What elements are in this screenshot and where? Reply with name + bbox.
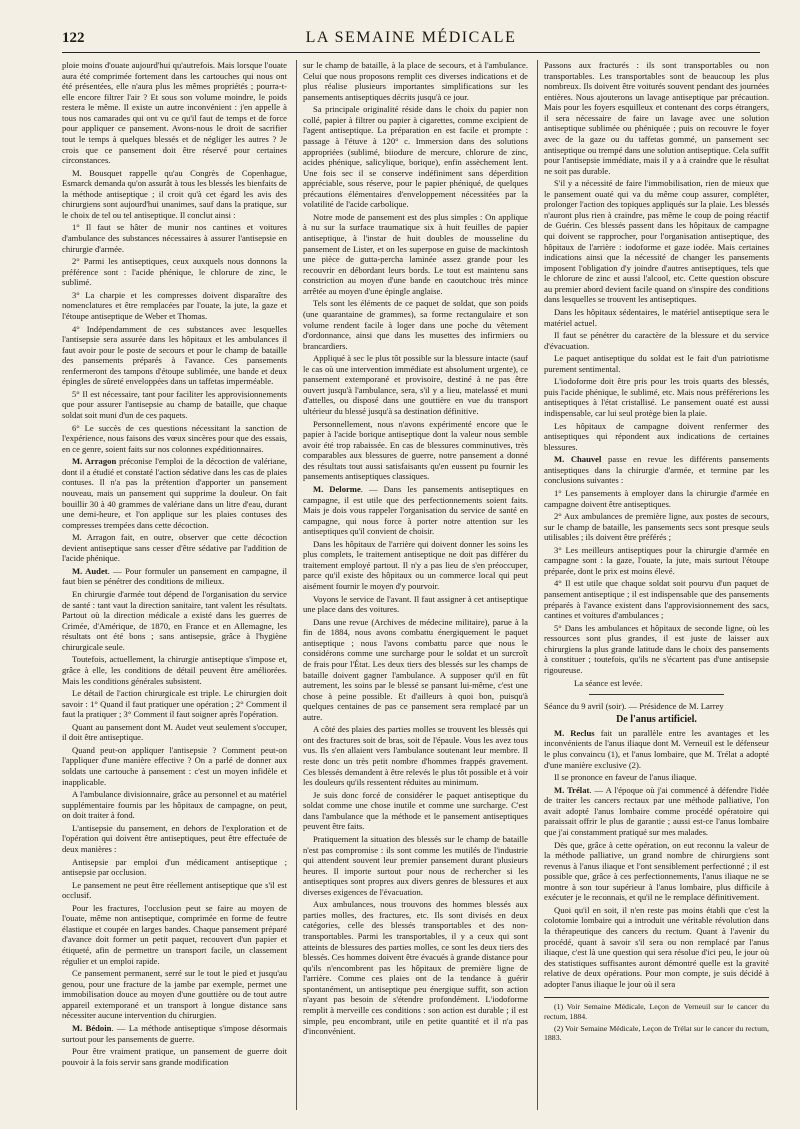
paragraph-text: A côté des plaies des parties molles se trouvent les blessés qui ont des fractures soit de bras, soit de l'épaule. Vous les avez tous vus. Ils s'en allaient vers l'ambulance soutenant leur membre. Il reste donc un très petit nombre d'hommes frappés gravement. Ces blessés demandent à être relevés le plus tôt possible et à voir les douleurs qu'ils ressentent réduites au minimum.: [303, 724, 528, 788]
paragraph-text: Dans une revue (Archives de médecine militaire), parue à la fin de 1884, nous avons combattu énergiquement le paquet antiseptique ; nous l'avons combattu parce que nous le considérons comme une surcharge pour le soldat et un surcroît de frais pour l'État. Les deux tiers des blessés sur les champs de bataille doivent gagner l'ambulance. A supposer qu'il en fût autrement, les soins par le blessé se pansant lui-même, c'est une chose à peine possible. Et d'ailleurs à quoi bon, puisqu'à quelques centaines de pas ce pansement sera remplacé par un autre.: [303, 616, 528, 722]
paragraph: [62, 222, 287, 254]
paragraph: [544, 545, 769, 577]
page-number: 122: [62, 30, 85, 46]
paragraph: [303, 834, 528, 897]
paragraph: [62, 1023, 287, 1044]
paragraph: [303, 353, 528, 416]
paragraph: [544, 353, 769, 374]
paragraph: [544, 60, 769, 176]
paragraph: [62, 857, 287, 878]
speaker-name: M. Chauvel: [554, 454, 602, 465]
paragraph-text: Dès que, grâce à cette opération, on eut reconnu la valeur de la méthode palliative, un grand nombre de chirurgiens sont revenus à l'anus iliaque et l'ont sensiblement perfectionné ; il est possible que, grâce à ces perfectionnements, l'anus iliaque ne se montre à son tour supérieur à l'anus lombaire, plus difficile à exécuter je le reconnais, et qu'il ne le remplace définitivement.: [544, 839, 769, 903]
paragraph: [544, 905, 769, 990]
paragraph-text: Passons aux fracturés : ils sont transportables ou non transportables. Les transportables sont de beaucoup les plus nombreux. Ils doivent être voiturés souvent pendant des journées entières. Nous ajouterons un lavage antiseptique par précaution. Mais pour les foyers esquilleux et contenant des corps étrangers, il sera nécessaire de faire un lavage avec une solution antiseptique sublimée ou phéniquée ; puis on recouvre le foyer avec de la gaze ou du taffetas gommé, un pansement sec antiseptique ou trempé dans une solution antiseptique. Cela suffit pour l'antisepsie immédiate, mais il y a à craindre que le résultat ne soit pas durable.: [544, 60, 769, 176]
text-column-left: [62, 60, 287, 1110]
paragraph: [303, 790, 528, 832]
footnote: (1) Voir Semaine Médicale, Leçon de Verneuil sur le cancer du rectum, 1884.: [544, 1002, 769, 1021]
paragraph-text: Pour les fractures, l'occlusion peut se faire au moyen de l'ouate, même non antiseptique, comprimée en forme de feutre élastique et coupée en larges bandes. Chaque pansement préparé d'avance doit former un petit paquet, recouvert d'un papier et étiqueté, afin de permettre un transport facile, un classement régulier et un emploi rapide.: [62, 902, 287, 966]
paragraph: [544, 772, 769, 783]
footnote: (2) Voir Semaine Médicale, Leçon de Trélat sur le cancer du rectum, 1883.: [544, 1023, 769, 1043]
paragraph-text: Tels sont les éléments de ce paquet de soldat, que son poids (une quarantaine de grammes), sa forme rectangulaire et son volume rendent facile à loger dans une poche du vêtement d'ordonnance, ainsi que dans les musettes des infirmiers ou brancardiers.: [303, 298, 528, 351]
paragraph: [62, 903, 287, 966]
column-divider: [296, 60, 297, 1110]
paragraph: [303, 212, 528, 297]
footnotes: [544, 997, 769, 1042]
paragraph: [62, 566, 287, 587]
paragraph: [544, 623, 769, 676]
paragraph-text: Je suis donc forcé de considérer le paquet antiseptique du soldat comme une chose inutile et comme une surcharge. C'est dans l'ambulance que la méthode et le pansement antiseptiques peuvent être faits.: [303, 789, 528, 832]
paragraph-text: 5° Dans les ambulances et hôpitaux de seconde ligne, où les ressources sont plus grandes, il est juste de laisser aux chirurgiens la plus grande latitude dans le choix des pansements à constituer ; toutefois, qu'ils ne s'écartent pas d'une antisepsie rigoureuse.: [544, 622, 769, 675]
paragraph-text: préconise l'emploi de la décoction de valériane, dont il a étudié et constaté l'action sédative dans les cas de plaies contuses. Il n'a pas la prétention d'apporter un pansement nouveau, mais un pansement qui supprime la douleur. On fait bouillir 30 à 40 grammes de valériane dans un litre d'eau, durant une demi-heure, et l'on applique sur les plaies contuses des compresses trempées dans cette décoction.: [62, 456, 287, 530]
paragraph-text: M. Arragon fait, en outre, observer que cette décoction devient antiseptique sans cesser d'être sédative par l'addition de l'acide phénique.: [62, 532, 287, 564]
paragraph-text: ploie moins d'ouate aujourd'hui qu'autrefois. Mais lorsque l'ouate aura été comprimée fortement dans les cartouches qui nous ont été présentées, elle n'aura plus les mêmes propriétés ; pourra-t-elle encore filtrer l'air ? Et sous son volume moindre, le poids restera le même. Il existe un autre inconvénient : j'en appelle à tous nos camarades qui ont vu ce qu'il faut de temps et de force pour appliquer ce pansement. Avons-nous le droit de sacrifier tout le temps à quelques blessés et de négliger les autres ? Je crois que ce pansement doit être réservé pour certaines circonstances.: [62, 60, 287, 166]
paragraph: [62, 722, 287, 743]
paragraph: [303, 899, 528, 1036]
paragraph: [62, 168, 287, 221]
paragraph-text: Antisepsie par emploi d'un médicament antiseptique ; antisepsie par occlusion.: [62, 856, 287, 878]
paragraph-text: Il se prononce en faveur de l'anus iliaque.: [554, 772, 697, 783]
paragraph: [544, 454, 769, 486]
paragraph-text: Le détail de l'action chirurgicale est triple. Le chirurgien doit savoir : 1° Quand il faut pratiquer une opération ; 2° Comment il faut la pratiquer ; 3° Comment il faut soigner après l'opération.: [62, 688, 287, 720]
paragraph-text: 4° Indépendamment de ces substances avec lesquelles l'antisepsie sera assurée dans les hôpitaux et les ambulances il faut avoir pour le poste de secours et pour le champ de bataille des pansements préparés à l'avance. Ces pansements renfermeront des tampons d'étoupe sublimée, une bande et deux épingles de sûreté enveloppées dans un taffetas imperméable.: [62, 323, 287, 387]
paragraph: [62, 823, 287, 855]
paragraph: [544, 421, 769, 453]
paragraph-text: passe en revue les différents pansements antiseptiques dans la chirurgie d'armée, et termine par les conclusions suivantes :: [544, 454, 769, 486]
text-column-right: [544, 60, 769, 1110]
paragraph-text: sur le champ de bataille, à la place de secours, et à l'ambulance. Celui que nous proposons remplit ces diverses indications et de plus réalise plusieurs importantes simplifications sur les pansements antiseptiques décrits jusqu'à ce jour.: [303, 60, 528, 102]
paragraph-text: Toutefois, actuellement, la chirurgie antiseptique s'impose et, grâce à elle, les conditions de détail peuvent être améliorées. Mais les conditions générales subsistent.: [62, 654, 287, 686]
speaker-name: M. Delorme: [313, 483, 361, 494]
paragraph: [62, 1046, 287, 1067]
paragraph-text: De l'anus artificiel.: [616, 713, 697, 725]
paragraph: [303, 594, 528, 615]
session-heading: [544, 701, 769, 712]
paragraph: [544, 488, 769, 509]
paragraph-text: Le paquet antiseptique du soldat est le fait d'un patriotisme purement sentimental.: [544, 353, 769, 374]
paragraph: [544, 728, 769, 770]
paragraph: [544, 376, 769, 418]
paragraph: [62, 654, 287, 686]
paragraph-text: 3° Les meilleurs antiseptiques pour la chirurgie d'armée en campagne sont : la gaze, l'ouate, la jute, mais surtout l'étoupe préparée, dont le prix est moins élevé.: [544, 544, 769, 576]
paragraph: [62, 456, 287, 530]
paragraph-text: 5° Il est nécessaire, tant pour faciliter les approvisionnements que pour assurer l'antisepsie au champ de bataille, que chaque soldat soit muni d'un de ces paquets.: [62, 388, 287, 420]
paragraph-text: fait un parallèle entre les avantages et les inconvénients de l'anus iliaque dont M. Verneuil est le défenseur le plus convaincu (1), et l'anus lombaire, que M. Trélat a adopté d'une manière exclusive (2).: [544, 727, 769, 770]
paragraph-text: . — Dans les pansements antiseptiques en campagne, il est utile que des perfectionnements soient faits. Mais je dois vous rappeler l'organisation du service de santé en campagne, qui nous force à porter notre attention sur les antiseptiques qu'il convient de choisir.: [303, 483, 528, 537]
paragraph: [544, 511, 769, 543]
paragraph-text: . — La méthode antiseptique s'impose désormais surtout pour les pansements de guerre.: [62, 1022, 287, 1044]
paragraph-text: Quand peut-on appliquer l'antisepsie ? Comment peut-on l'appliquer d'une manière effective ? On a parlé de donner aux soldats une cartouche à pansement : c'est un moyen infidèle et inapplicable.: [62, 744, 287, 787]
paragraph-text: M. Bousquet rappelle qu'au Congrès de Copenhague, Esmarck demanda qu'on assurât à tous les blessés les bienfaits de la méthode antiseptique ; il croit qu'à cet égard les avis des chirurgiens sont aujourd'hui unanimes, sauf dans la pratique, sur le choix de tel ou tel antiseptique. Il conclut ainsi :: [62, 167, 287, 220]
paragraph-text: Appliqué à sec le plus tôt possible sur la blessure intacte (sauf le cas où une intervention immédiate est absolument urgente), ce pansement extemporané et provisoire, destiné à ne pas être ouvert jusqu'à l'ambulance, sera, s'il y a lieu, matelassé et muni d'attelles, ou disposé dans une gouttière en vue du transport ultérieur du blessé jusqu'à sa destination définitive.: [303, 353, 528, 416]
paragraph-text: 6° Le succès de ces questions nécessitant la sanction de l'expérience, nous faisons des vœux sincères pour que des essais, en ce genre, soient faits sur nos colonnes expéditionnaires.: [62, 422, 287, 454]
paragraph-text: Pour être vraiment pratique, un pansement de guerre doit pouvoir à la fois servir sans grande modification: [62, 1046, 287, 1067]
paragraph: [544, 330, 769, 351]
paragraph: [62, 532, 287, 564]
paragraph: [62, 688, 287, 720]
speaker-name: M. Trélat: [554, 784, 590, 795]
paragraph: [303, 539, 528, 592]
paragraph-text: L'iodoforme doit être pris pour les trois quarts des blessés, puis l'acide phénique, le sublimé, etc. Mais nous préférerions les antiseptiques à l'état cristallisé. Le pansement ouaté est aussi indispensable, car lui seul protège bien la plaie.: [544, 376, 769, 418]
column-divider: [537, 60, 538, 1110]
paragraph: [62, 789, 287, 821]
paragraph-text: 1° Les pansements à employer dans la chirurgie d'armée en campagne doivent être antiseptiques.: [544, 487, 769, 509]
paragraph-text: 2° Aux ambulances de première ligne, aux postes de secours, sur le champ de bataille, les pansements secs sont presque seuls utilisables ; ils doivent être préférés ;: [544, 511, 769, 543]
paragraph-text: Quant au pansement dont M. Audet veut seulement s'occuper, il doit être antiseptique.: [62, 721, 287, 743]
speaker-name: M. Bédoin: [72, 1022, 112, 1033]
paragraph-text: . — Pour formuler un pansement en campagne, il faut bien se pénétrer des conditions de milieux.: [62, 565, 287, 587]
paragraph: [303, 298, 528, 351]
paragraph: [62, 60, 287, 166]
paragraph: [62, 589, 287, 652]
paragraph: [303, 104, 528, 210]
page-header: [62, 26, 760, 53]
paragraph-text: Il faut se pénétrer du caractère de la blessure et du service d'évacuation.: [544, 330, 769, 351]
paragraph-text: Notre mode de pansement est des plus simples : On applique à nu sur la surface traumatique six à huit feuilles de papier antiseptique, à l'instar de huit doubles de mousseline du pansement de Lister, et on les superpose en guise de mackintosh une pièce de gutta-percha laminée assez grande pour les recouvrir en débordant leurs bords. Le tout est maintenu sans constriction au moyen d'une bande en caoutchouc très mince arrêtée au moyen d'une épingle anglaise.: [303, 211, 528, 296]
paragraph: [303, 484, 528, 537]
speaker-name: M. Arragon: [72, 456, 117, 467]
paragraph: [303, 60, 528, 102]
paragraph: [544, 178, 769, 305]
paragraph-text: A l'ambulance divisionnaire, grâce au personnel et au matériel supplémentaire fournis par les hôpitaux de campagne, on peut, on doit traiter à fond.: [62, 789, 287, 821]
paragraph-text: S'il y a nécessité de faire l'immobilisation, rien de mieux que le pansement ouaté qui va du même coup assurer, compléter, prolonger l'action des topiques appliqués sur la plaie. Les blessés n'auront plus rien à craindre, pas même le coup de poing réactif de Guérin. Ces blessés passent dans les hôpitaux de campagne qui doivent se rapprocher, pour l'organisation antiseptique, des hôpitaux de l'arrière : iodoforme et gaze iodée. Mais certaines indications ainsi que la nécessité de changer les pansements imposent l'obligation d'y joindre d'autres antiseptiques, tels que le chlorure de zinc et aussi l'alcool, etc. Cette question obscure au premier abord devient facile quand on s'inspire des conditions dans lesquelles se trouvent les antiseptiques.: [544, 178, 769, 305]
paragraph: [544, 307, 769, 328]
paragraph: [544, 785, 769, 838]
paragraph-text: Séance du 9 avril (soir). — Présidence de M. Larrey: [544, 701, 724, 712]
paragraph-text: Pratiquement la situation des blessés sur le champ de bataille n'est pas compromise : ils sont comme les mutilés de l'industrie qui attendent souvent leur premier pansement durant plusieurs heures. Il importe surtout pour nous de rechercher si les antiseptiques sont propres aux divers genres de blessures et aux diverses exigences de l'évacuation.: [303, 833, 528, 897]
paragraph-text: 1° Il faut se hâter de munir nos cantines et voitures d'ambulance des substances nécessaires à assurer l'antisepsie en chirurgie d'armée.: [62, 222, 287, 254]
paragraph-text: Quoi qu'il en soit, il n'en reste pas moins établi que c'est la colotomie lombaire qui a introduit une véritable révolution dans la thérapeutique des cancers du rectum. Quant à l'avenir du procédé, quant à savoir s'il sera ou non remplacé par l'anus iliaque, c'est là une question qui sera résolue d'ici peu, le jour où des statistiques suffisantes auront démontré quelle est la gravité relative de deux opérations. Pour mon compte, je suis décidé à adopter l'anus iliaque le jour où il sera: [544, 904, 769, 989]
paragraph-text: 3° La charpie et les compresses doivent disparaître des nomenclatures et être remplacées par l'ouate, la jute, la gaze et l'étoupe antiseptique de Weber et Thomas.: [62, 289, 287, 321]
paragraph-text: En chirurgie d'armée tout dépend de l'organisation du service de santé : tant vaut la direction sanitaire, tant valent les résultats. Partout où la direction médicale a existé dans les guerres de Crimée, d'Amérique, de 1870, en France et en Allemagne, les résultats ont été bons ; sans antisepsie, grâce à l'hygiène chirurgicale seule.: [62, 589, 287, 652]
paragraph-text: Personnellement, nous n'avons expérimenté encore que le papier à l'acide borique antiseptique dont la valeur nous semble avoir été trop rabaissée. En cas de blessures comminutives, très comparables aux blessures de guerre, notre pansement a donné des résultats tout aussi satisfaisants qu'en eussent pu fournir les pansements antiseptiques classiques.: [303, 418, 528, 482]
text-column-middle: [303, 60, 528, 1110]
paragraph-text: Sa principale originalité réside dans le choix du papier non collé, papier à filtrer ou papier à cigarettes, comme excipient de l'agent antiseptique. La préparation en est facile et prompte : passage à l'étuve à 120° c. Immersion dans des solutions appropriées (sublimé, biiodure de mercure, chlorure de zinc, acides phénique, salicylique, borique), enfin assèchement lent. Une fois sec il se conserve indéfiniment sans déperdition appréciable, sous réserve, pour le papier phéniqué, de quelques précautions élémentaires d'enveloppement nécessitées par la volatilité de l'acide carbolique.: [303, 104, 528, 210]
paragraph-text: Voyons le service de l'avant. Il faut assigner à cet antiseptique une place dans des voitures.: [303, 593, 528, 615]
paragraph-text: Ce pansement permanent, serré sur le tout le pied et jusqu'au genou, pour une fracture de la jambe par exemple, permet une immobilisation douce au moyen d'une gouttière ou de tout autre appareil extemporané et un transport à longue distance sans nécessiter aucune intervention du chirurgien.: [62, 968, 287, 1021]
paragraph: [62, 290, 287, 322]
paragraph: [303, 617, 528, 723]
paragraph: [303, 419, 528, 482]
paragraph-text: Le pansement ne peut être réellement antiseptique que s'il est occlusif.: [62, 879, 287, 901]
journal-title: LA SEMAINE MÉDICALE: [305, 29, 517, 46]
paragraph: [544, 840, 769, 903]
paragraph-text: . — A l'époque où j'ai commencé à défendre l'idée de traiter les cancers rectaux par une méthode palliative, l'on avait adopté l'anus lombaire comme procédé opératoire qui paraissait offrir le plus de garantie ; aussi est-ce l'anus lombaire que j'ai constamment pratiqué sur mes malades.: [544, 784, 769, 837]
speaker-name: M. Audet: [72, 565, 108, 576]
paragraph: [62, 256, 287, 288]
section-separator: [589, 694, 724, 695]
paragraph-text: 4° Il est utile que chaque soldat soit pourvu d'un paquet de pansement antiseptique ; il est indispensable que des pansements préparés à l'avance existent dans l'approvisionnement des sacs, cantines et voitures d'ambulances ;: [544, 578, 769, 621]
paragraph: [62, 968, 287, 1021]
paragraph: [62, 324, 287, 387]
paragraph-text: Dans les hôpitaux sédentaires, le matériel antiseptique sera le matériel actuel.: [544, 306, 769, 328]
paragraph: [544, 578, 769, 620]
paragraph-text: Dans les hôpitaux de l'arrière qui doivent donner les soins les plus complets, le traitement antiseptique ne doit pas différer du traitement employé partout. Il n'y a pas lieu de s'en préoccuper, parce qu'il existe des hôpitaux ou un commerce local qui peut aisément fournir le moyen d'y pourvoir.: [303, 538, 528, 591]
paragraph-text: Aux ambulances, nous trouvons des hommes blessés aux parties molles, des fractures, etc. Ils sont divisés en deux catégories, celle des blessés transportables et des non-transportables. Parmi les transportables, il y a ceux qui sont atteints de blessures des parties molles, ce sont les deux tiers des blessés. Ces hommes doivent être évacués à grande distance pour qu'ils n'encombrent pas les hôpitaux de première ligne de l'arrière. Comme ces plaies ont de la tendance à guérir spontanément, un antiseptique peu énergique suffit, son action n'ayant pas besoin de s'étendre profondément. L'iodoforme remplit à merveille ces conditions : son action est durable ; il est simple, peu encombrant, utile en petite quantité et il n'a pas d'inconvénient.: [303, 899, 528, 1037]
paragraph-text: L'antisepsie du pansement, en dehors de l'exploration et de l'opération qui doivent être antiseptiques, peut être effectuée de deux manières :: [62, 822, 287, 854]
section-title: [544, 714, 769, 726]
paragraph-text: 2° Parmi les antiseptiques, ceux auxquels nous donnons la préférence sont : l'acide phénique, le chlorure de zinc, le sublimé.: [62, 256, 287, 288]
paragraph-text: Les hôpitaux de campagne doivent renfermer des antiseptiques qui répondent aux indications de certaines blessures.: [544, 420, 769, 452]
paragraph: [62, 745, 287, 787]
paragraph: [62, 880, 287, 901]
paragraph: [62, 389, 287, 421]
paragraph: [303, 724, 528, 787]
session-closed-text: [544, 678, 769, 689]
speaker-name: M. Reclus: [554, 727, 595, 738]
paragraph: [62, 423, 287, 455]
paragraph-text: La séance est levée.: [574, 677, 643, 688]
